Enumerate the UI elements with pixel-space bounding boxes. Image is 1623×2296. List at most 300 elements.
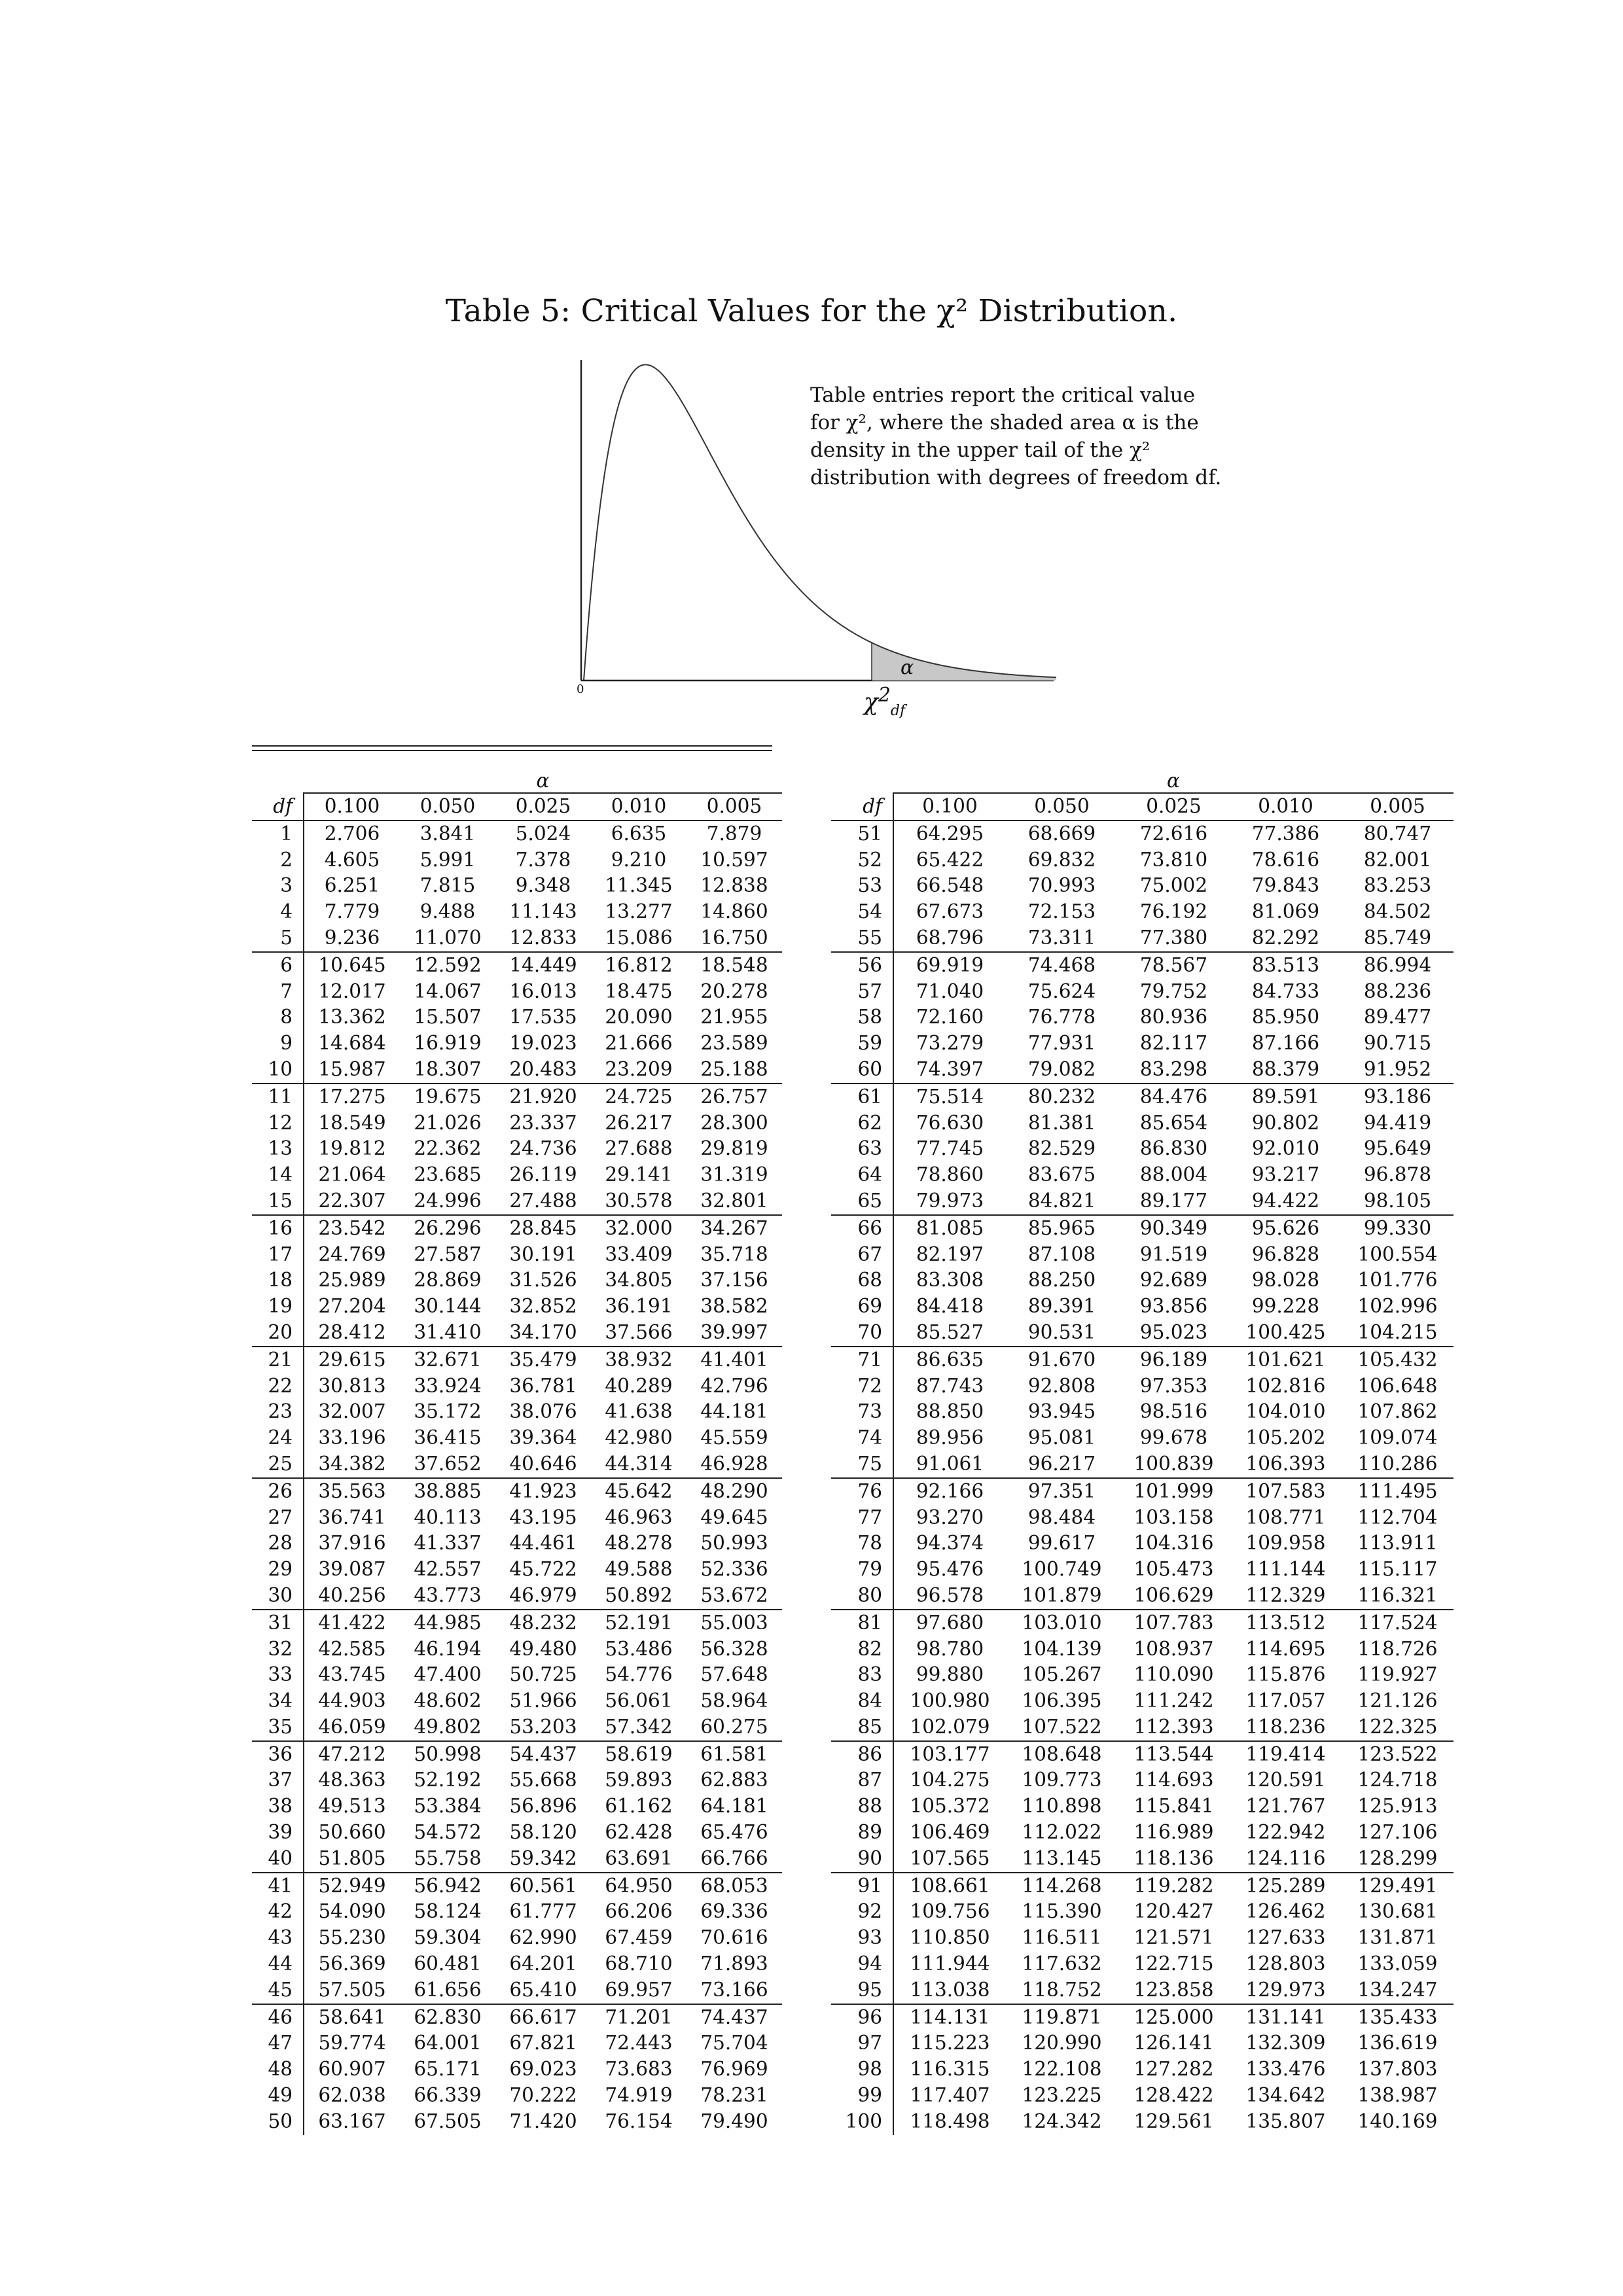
- table-row: [831, 1057, 1454, 1084]
- critical-value-cell: 80.936: [1139, 1006, 1208, 1029]
- df-cell: 74: [831, 1425, 893, 1451]
- df-cell: 45: [252, 1977, 304, 2004]
- critical-value-cell: 89.391: [1027, 1295, 1096, 1318]
- table-row: [252, 1662, 782, 1688]
- critical-value-cell: 41.638: [605, 1400, 673, 1423]
- table-row: [252, 1741, 782, 1768]
- critical-value-cell: 46.194: [414, 1637, 482, 1660]
- critical-value-cell: 133.059: [1357, 1952, 1438, 1975]
- critical-value-cell: 11.345: [605, 874, 673, 897]
- critical-value-cell: 93.186: [1363, 1085, 1432, 1108]
- critical-value-cell: 117.057: [1245, 1689, 1326, 1712]
- critical-value-cell: 77.380: [1118, 925, 1230, 952]
- critical-value-cell: 131.871: [1357, 1926, 1438, 1949]
- df-cell: 57: [831, 979, 893, 1005]
- critical-value-cell: 48.290: [700, 1479, 768, 1502]
- critical-value-cell: 124.718: [1357, 1769, 1438, 1792]
- df-cell: 65: [831, 1188, 893, 1215]
- critical-value-cell: 41.923: [509, 1479, 577, 1502]
- critical-value-cell: 15.507: [414, 1006, 482, 1029]
- df-cell: 8: [252, 1004, 304, 1031]
- critical-value-cell: 99.228: [1251, 1295, 1320, 1318]
- critical-value-cell: 86.830: [1139, 1137, 1208, 1160]
- critical-value-cell: 109.756: [910, 1900, 990, 1923]
- critical-value-cell: 42.980: [605, 1426, 673, 1449]
- table-row: [252, 952, 782, 979]
- df-cell: 96: [831, 2004, 893, 2031]
- critical-value-cell: 88.004: [1139, 1163, 1208, 1186]
- critical-value-cell: 88.236: [1363, 980, 1432, 1002]
- table-row: [252, 1084, 782, 1110]
- critical-value-cell: 34.382: [304, 1451, 400, 1478]
- alpha-column-header: 0.005: [1342, 793, 1454, 821]
- critical-value-cell: 104.275: [910, 1769, 990, 1792]
- table-row: [252, 1846, 782, 1873]
- critical-value-cell: 98.105: [1342, 1188, 1454, 1215]
- critical-value-cell: 48.363: [318, 1769, 386, 1792]
- table-row: [831, 1846, 1454, 1873]
- df-cell: 25: [252, 1451, 304, 1478]
- critical-value-cell: 103.010: [1022, 1611, 1102, 1634]
- table-row: [831, 821, 1454, 847]
- df-cell: 61: [831, 1084, 893, 1110]
- critical-value-cell: 64.950: [605, 1874, 673, 1897]
- critical-value-cell: 23.209: [591, 1057, 687, 1084]
- critical-value-cell: 112.022: [1022, 1821, 1102, 1844]
- critical-value-cell: 64.181: [700, 1795, 768, 1818]
- critical-value-cell: 42.585: [318, 1637, 386, 1660]
- df-cell: 30: [252, 1583, 304, 1610]
- critical-value-cell: 119.927: [1357, 1663, 1438, 1686]
- table-row: [252, 1188, 782, 1215]
- critical-value-cell: 68.710: [605, 1952, 673, 1975]
- table-row: [831, 2030, 1454, 2057]
- critical-value-cell: 124.116: [1230, 1846, 1342, 1873]
- critical-value-cell: 17.275: [318, 1085, 386, 1108]
- critical-value-cell: 76.630: [916, 1111, 984, 1134]
- table-row: [831, 1925, 1454, 1951]
- critical-value-cell: 91.952: [1342, 1057, 1454, 1084]
- critical-value-cell: 113.038: [893, 1977, 1006, 2004]
- critical-value-cell: 39.997: [687, 1320, 782, 1347]
- critical-value-cell: 82.117: [1139, 1032, 1208, 1055]
- df-cell: 23: [252, 1399, 304, 1425]
- critical-value-cell: 38.582: [700, 1295, 768, 1318]
- critical-value-cell: 27.688: [605, 1137, 673, 1160]
- critical-value-cell: 71.040: [916, 980, 984, 1002]
- critical-value-cell: 5.024: [515, 822, 571, 845]
- critical-value-cell: 75.624: [1027, 980, 1096, 1002]
- critical-value-cell: 18.307: [400, 1057, 495, 1084]
- critical-value-cell: 115.223: [910, 2032, 990, 2055]
- critical-value-cell: 116.315: [910, 2058, 990, 2081]
- critical-value-cell: 82.292: [1230, 925, 1342, 952]
- critical-value-cell: 23.542: [318, 1216, 386, 1239]
- critical-value-cell: 96.878: [1363, 1163, 1432, 1186]
- critical-value-cell: 118.236: [1230, 1714, 1342, 1741]
- critical-value-cell: 17.535: [509, 1006, 577, 1029]
- alpha-header-row: [831, 769, 1454, 793]
- df-cell: 94: [831, 1951, 893, 1977]
- critical-value-cell: 38.885: [414, 1479, 482, 1502]
- df-cell: 81: [831, 1610, 893, 1636]
- critical-value-cell: 67.505: [414, 2110, 482, 2132]
- critical-value-cell: 18.475: [605, 980, 673, 1002]
- table-row: [252, 2030, 782, 2057]
- critical-value-cell: 33.924: [414, 1374, 482, 1397]
- critical-value-cell: 109.958: [1245, 1532, 1326, 1555]
- critical-value-cell: 67.673: [916, 900, 984, 923]
- table-row: [831, 1347, 1454, 1373]
- critical-value-cell: 36.781: [509, 1374, 577, 1397]
- critical-value-cell: 67.459: [605, 1926, 673, 1949]
- critical-value-cell: 85.749: [1342, 925, 1454, 952]
- df-cell: 82: [831, 1636, 893, 1663]
- critical-value-cell: 26.119: [509, 1163, 577, 1186]
- critical-value-cell: 96.217: [1006, 1451, 1118, 1478]
- critical-value-cell: 55.230: [318, 1926, 386, 1949]
- table-row: [252, 1636, 782, 1663]
- critical-value-cell: 30.191: [509, 1243, 577, 1265]
- critical-value-cell: 117.632: [1022, 1952, 1102, 1975]
- critical-value-cell: 107.862: [1357, 1400, 1438, 1423]
- critical-value-cell: 30.813: [318, 1374, 386, 1397]
- critical-value-cell: 52.191: [605, 1611, 673, 1634]
- df-cell: 99: [831, 2083, 893, 2109]
- origin-label: 0: [577, 682, 584, 696]
- critical-value-cell: 83.675: [1027, 1163, 1096, 1186]
- table-row: [252, 1951, 782, 1977]
- critical-value-cell: 93.270: [916, 1506, 984, 1528]
- table-row: [831, 1373, 1454, 1400]
- critical-value-cell: 81.085: [916, 1216, 984, 1239]
- critical-value-cell: 21.064: [318, 1163, 386, 1186]
- table-row: [831, 1951, 1454, 1977]
- critical-value-cell: 102.079: [893, 1714, 1006, 1741]
- critical-value-cell: 21.026: [414, 1111, 482, 1134]
- table-row: [252, 1977, 782, 2004]
- critical-value-cell: 70.222: [509, 2084, 577, 2107]
- df-cell: 90: [831, 1846, 893, 1873]
- critical-value-cell: 76.778: [1027, 1006, 1096, 1029]
- critical-value-cell: 15.987: [304, 1057, 400, 1084]
- df-cell: 68: [831, 1267, 893, 1294]
- critical-value-cell: 12.017: [318, 980, 386, 1002]
- critical-value-cell: 13.362: [318, 1006, 386, 1029]
- critical-value-cell: 100.425: [1230, 1320, 1342, 1347]
- critical-value-cell: 37.652: [400, 1451, 495, 1478]
- table-row: [831, 1505, 1454, 1531]
- critical-value-cell: 66.766: [687, 1846, 782, 1873]
- critical-value-cell: 91.061: [893, 1451, 1006, 1478]
- critical-value-cell: 52.192: [414, 1769, 482, 1792]
- critical-value-cell: 58.619: [605, 1742, 673, 1765]
- critical-value-cell: 83.253: [1363, 874, 1432, 897]
- df-cell: 98: [831, 2057, 893, 2083]
- critical-value-cell: 122.108: [1022, 2058, 1102, 2081]
- critical-value-cell: 111.242: [1133, 1689, 1214, 1712]
- critical-value-cell: 52.949: [318, 1874, 386, 1897]
- df-cell: 7: [252, 979, 304, 1005]
- critical-value-cell: 56.896: [509, 1795, 577, 1818]
- df-column-header: df: [831, 793, 893, 821]
- critical-value-cell: 99.330: [1363, 1216, 1432, 1239]
- table-row: [831, 1451, 1454, 1478]
- critical-value-cell: 65.422: [916, 848, 984, 871]
- figure-alpha-label: α: [901, 656, 914, 679]
- critical-value-cell: 39.087: [318, 1558, 386, 1581]
- critical-value-cell: 28.412: [304, 1320, 400, 1347]
- critical-value-cell: 95.649: [1363, 1137, 1432, 1160]
- critical-value-cell: 73.810: [1139, 848, 1208, 871]
- critical-value-cell: 92.010: [1251, 1137, 1320, 1160]
- alpha-header-row: [252, 769, 782, 793]
- df-cell: 75: [831, 1451, 893, 1478]
- critical-value-label: [864, 684, 905, 719]
- critical-value-cell: 33.409: [605, 1243, 673, 1265]
- df-cell: 50: [252, 2109, 304, 2135]
- table-row: [831, 1004, 1454, 1031]
- table-row: [252, 1267, 782, 1294]
- df-cell: 70: [831, 1320, 893, 1347]
- critical-value-cell: 85.654: [1139, 1111, 1208, 1134]
- df-cell: 39: [252, 1820, 304, 1846]
- critical-value-cell: 123.858: [1118, 1977, 1230, 2004]
- critical-value-cell: 35.479: [509, 1348, 577, 1371]
- critical-value-cell: 83.513: [1251, 953, 1320, 976]
- critical-value-cell: 38.932: [605, 1348, 673, 1371]
- critical-value-cell: 107.583: [1245, 1479, 1326, 1502]
- critical-value-cell: 77.745: [916, 1137, 984, 1160]
- table-row: [252, 1373, 782, 1400]
- critical-value-cell: 132.309: [1245, 2032, 1326, 2055]
- critical-value-cell: 61.162: [605, 1795, 673, 1818]
- critical-value-cell: 93.945: [1027, 1400, 1096, 1423]
- critical-value-cell: 22.307: [304, 1188, 400, 1215]
- critical-value-cell: 87.108: [1027, 1243, 1096, 1265]
- df-cell: 35: [252, 1714, 304, 1741]
- critical-value-cell: 27.204: [318, 1295, 386, 1318]
- critical-value-cell: 78.616: [1251, 848, 1320, 871]
- critical-value-cell: 84.733: [1251, 980, 1320, 1002]
- critical-value-cell: 73.311: [1006, 925, 1118, 952]
- critical-value-cell: 53.486: [605, 1637, 673, 1660]
- critical-value-cell: 38.076: [509, 1400, 577, 1423]
- critical-value-cell: 34.805: [605, 1269, 673, 1292]
- df-cell: 11: [252, 1084, 304, 1110]
- critical-value-cell: 79.973: [893, 1188, 1006, 1215]
- critical-value-cell: 16.013: [509, 980, 577, 1002]
- df-cell: 84: [831, 1688, 893, 1714]
- critical-value-cell: 36.741: [318, 1506, 386, 1528]
- table-row: [252, 1610, 782, 1636]
- critical-value-cell: 28.845: [509, 1216, 577, 1239]
- critical-value-cell: 119.282: [1133, 1874, 1214, 1897]
- df-cell: 59: [831, 1031, 893, 1057]
- critical-value-cell: 127.106: [1357, 1821, 1438, 1844]
- df-cell: 71: [831, 1347, 893, 1373]
- df-cell: 9: [252, 1031, 304, 1057]
- critical-value-cell: 62.830: [414, 2005, 482, 2028]
- df-cell: 56: [831, 952, 893, 979]
- table-row: [252, 1451, 782, 1478]
- critical-value-cell: 129.561: [1133, 2110, 1214, 2132]
- critical-value-cell: 123.225: [1022, 2084, 1102, 2107]
- critical-value-cell: 71.420: [509, 2110, 577, 2132]
- critical-value-cell: 7.378: [515, 848, 571, 871]
- critical-value-cell: 111.944: [910, 1952, 990, 1975]
- critical-value-cell: 94.374: [916, 1532, 984, 1555]
- critical-value-cell: 36.191: [605, 1295, 673, 1318]
- critical-value-cell: 82.197: [916, 1243, 984, 1265]
- df-cell: 100: [831, 2109, 893, 2135]
- critical-value-cell: 74.919: [605, 2084, 673, 2107]
- critical-value-cell: 50.725: [509, 1663, 577, 1686]
- alpha-column-header: 0.010: [591, 793, 687, 821]
- table-row: [831, 1714, 1454, 1741]
- critical-value-cell: 59.304: [414, 1926, 482, 1949]
- critical-value-cell: 19.023: [509, 1032, 577, 1055]
- df-cell: 40: [252, 1846, 304, 1873]
- table-row: [252, 1399, 782, 1425]
- table-row: [831, 1478, 1454, 1505]
- critical-value-cell: 107.522: [1006, 1714, 1118, 1741]
- df-cell: 79: [831, 1557, 893, 1583]
- df-cell: 22: [252, 1373, 304, 1400]
- critical-value-cell: 57.648: [700, 1663, 768, 1686]
- column-header-row: [831, 793, 1454, 821]
- critical-value-cell: 14.449: [509, 953, 577, 976]
- critical-value-cell: 68.669: [1027, 822, 1096, 845]
- critical-value-cell: 114.131: [910, 2005, 990, 2028]
- critical-value-cell: 14.860: [700, 900, 768, 923]
- table-row: [252, 1899, 782, 1925]
- table-row: [831, 847, 1454, 874]
- critical-value-cell: 95.081: [1027, 1426, 1096, 1449]
- critical-value-cell: 79.752: [1139, 980, 1208, 1002]
- critical-value-cell: 138.987: [1357, 2084, 1438, 2107]
- critical-value-cell: 54.090: [318, 1900, 386, 1923]
- critical-value-cell: 130.681: [1357, 1900, 1438, 1923]
- critical-value-cell: 45.642: [605, 1479, 673, 1502]
- critical-value-cell: 58.964: [700, 1689, 768, 1712]
- df-cell: 67: [831, 1242, 893, 1268]
- df-cell: 2: [252, 847, 304, 874]
- critical-value-cell: 57.342: [591, 1714, 687, 1741]
- table-row: [831, 1636, 1454, 1663]
- critical-value-cell: 87.166: [1251, 1032, 1320, 1055]
- df-cell: 6: [252, 952, 304, 979]
- critical-value-cell: 104.010: [1245, 1400, 1326, 1423]
- critical-value-cell: 121.767: [1245, 1795, 1326, 1818]
- critical-value-cell: 34.267: [700, 1216, 768, 1239]
- critical-value-cell: 110.090: [1133, 1663, 1214, 1686]
- critical-value-cell: 106.469: [910, 1821, 990, 1844]
- df-cell: 49: [252, 2083, 304, 2109]
- critical-value-cell: 127.282: [1133, 2058, 1214, 2081]
- df-cell: 46: [252, 2004, 304, 2031]
- critical-value-cell: 50.892: [591, 1583, 687, 1610]
- critical-value-cell: 66.206: [605, 1900, 673, 1923]
- critical-value-cell: 120.990: [1022, 2032, 1102, 2055]
- df-cell: 15: [252, 1188, 304, 1215]
- critical-value-cell: 32.007: [318, 1400, 386, 1423]
- critical-value-cell: 106.393: [1230, 1451, 1342, 1478]
- critical-value-cell: 89.956: [916, 1426, 984, 1449]
- table-row: [252, 1820, 782, 1846]
- critical-value-cell: 114.695: [1245, 1637, 1326, 1660]
- df-cell: 13: [252, 1136, 304, 1162]
- critical-value-cell: 116.989: [1133, 1821, 1214, 1844]
- df-cell: 37: [252, 1767, 304, 1793]
- chi-symbol: χ: [864, 689, 878, 716]
- critical-value-cell: 98.516: [1139, 1400, 1208, 1423]
- critical-value-cell: 92.166: [916, 1479, 984, 1502]
- critical-value-cell: 24.769: [318, 1243, 386, 1265]
- critical-value-cell: 103.158: [1133, 1506, 1214, 1528]
- critical-value-cell: 75.002: [1139, 874, 1208, 897]
- table-row: [831, 952, 1454, 979]
- critical-value-cell: 42.557: [414, 1558, 482, 1581]
- critical-value-cell: 116.321: [1342, 1583, 1454, 1610]
- critical-value-cell: 77.931: [1027, 1032, 1096, 1055]
- critical-value-cell: 72.153: [1027, 900, 1096, 923]
- critical-value-cell: 71.893: [700, 1952, 768, 1975]
- table-row: [831, 1977, 1454, 2004]
- critical-value-cell: 47.212: [318, 1742, 386, 1765]
- critical-value-cell: 106.395: [1022, 1689, 1102, 1712]
- critical-value-cell: 105.432: [1357, 1348, 1438, 1371]
- critical-value-cell: 41.422: [318, 1611, 386, 1634]
- critical-value-cell: 136.619: [1357, 2032, 1438, 2055]
- table-row: [252, 1347, 782, 1373]
- critical-value-cell: 84.418: [916, 1295, 984, 1318]
- critical-value-cell: 21.920: [509, 1085, 577, 1108]
- critical-value-cell: 19.812: [318, 1137, 386, 1160]
- critical-value-cell: 40.646: [495, 1451, 591, 1478]
- critical-value-cell: 31.410: [400, 1320, 495, 1347]
- critical-value-cell: 75.514: [916, 1085, 984, 1108]
- df-cell: 43: [252, 1925, 304, 1951]
- critical-value-cell: 115.117: [1357, 1558, 1438, 1581]
- critical-value-cell: 41.337: [414, 1532, 482, 1555]
- table-row: [831, 1110, 1454, 1137]
- critical-value-cell: 119.871: [1022, 2005, 1102, 2028]
- critical-value-cell: 81.381: [1027, 1111, 1096, 1134]
- table-row: [252, 1004, 782, 1031]
- critical-value-cell: 95.626: [1251, 1216, 1320, 1239]
- critical-value-cell: 49.588: [605, 1558, 673, 1581]
- table-row: [831, 2083, 1454, 2109]
- critical-value-cell: 31.526: [509, 1269, 577, 1292]
- critical-value-cell: 32.801: [687, 1188, 782, 1215]
- critical-value-cell: 62.883: [700, 1769, 768, 1792]
- critical-value-cell: 69.023: [509, 2058, 577, 2081]
- critical-value-cell: 46.979: [495, 1583, 591, 1610]
- table-row: [252, 1583, 782, 1610]
- critical-value-cell: 66.548: [916, 874, 984, 897]
- critical-value-cell: 101.621: [1245, 1348, 1326, 1371]
- critical-value-cell: 26.757: [700, 1085, 768, 1108]
- critical-value-cell: 43.745: [318, 1663, 386, 1686]
- critical-value-cell: 49.802: [400, 1714, 495, 1741]
- df-cell: 33: [252, 1662, 304, 1688]
- critical-value-cell: 89.591: [1251, 1085, 1320, 1108]
- df-cell: 42: [252, 1899, 304, 1925]
- df-cell: 31: [252, 1610, 304, 1636]
- critical-value-cell: 37.566: [591, 1320, 687, 1347]
- critical-value-cell: 22.362: [414, 1137, 482, 1160]
